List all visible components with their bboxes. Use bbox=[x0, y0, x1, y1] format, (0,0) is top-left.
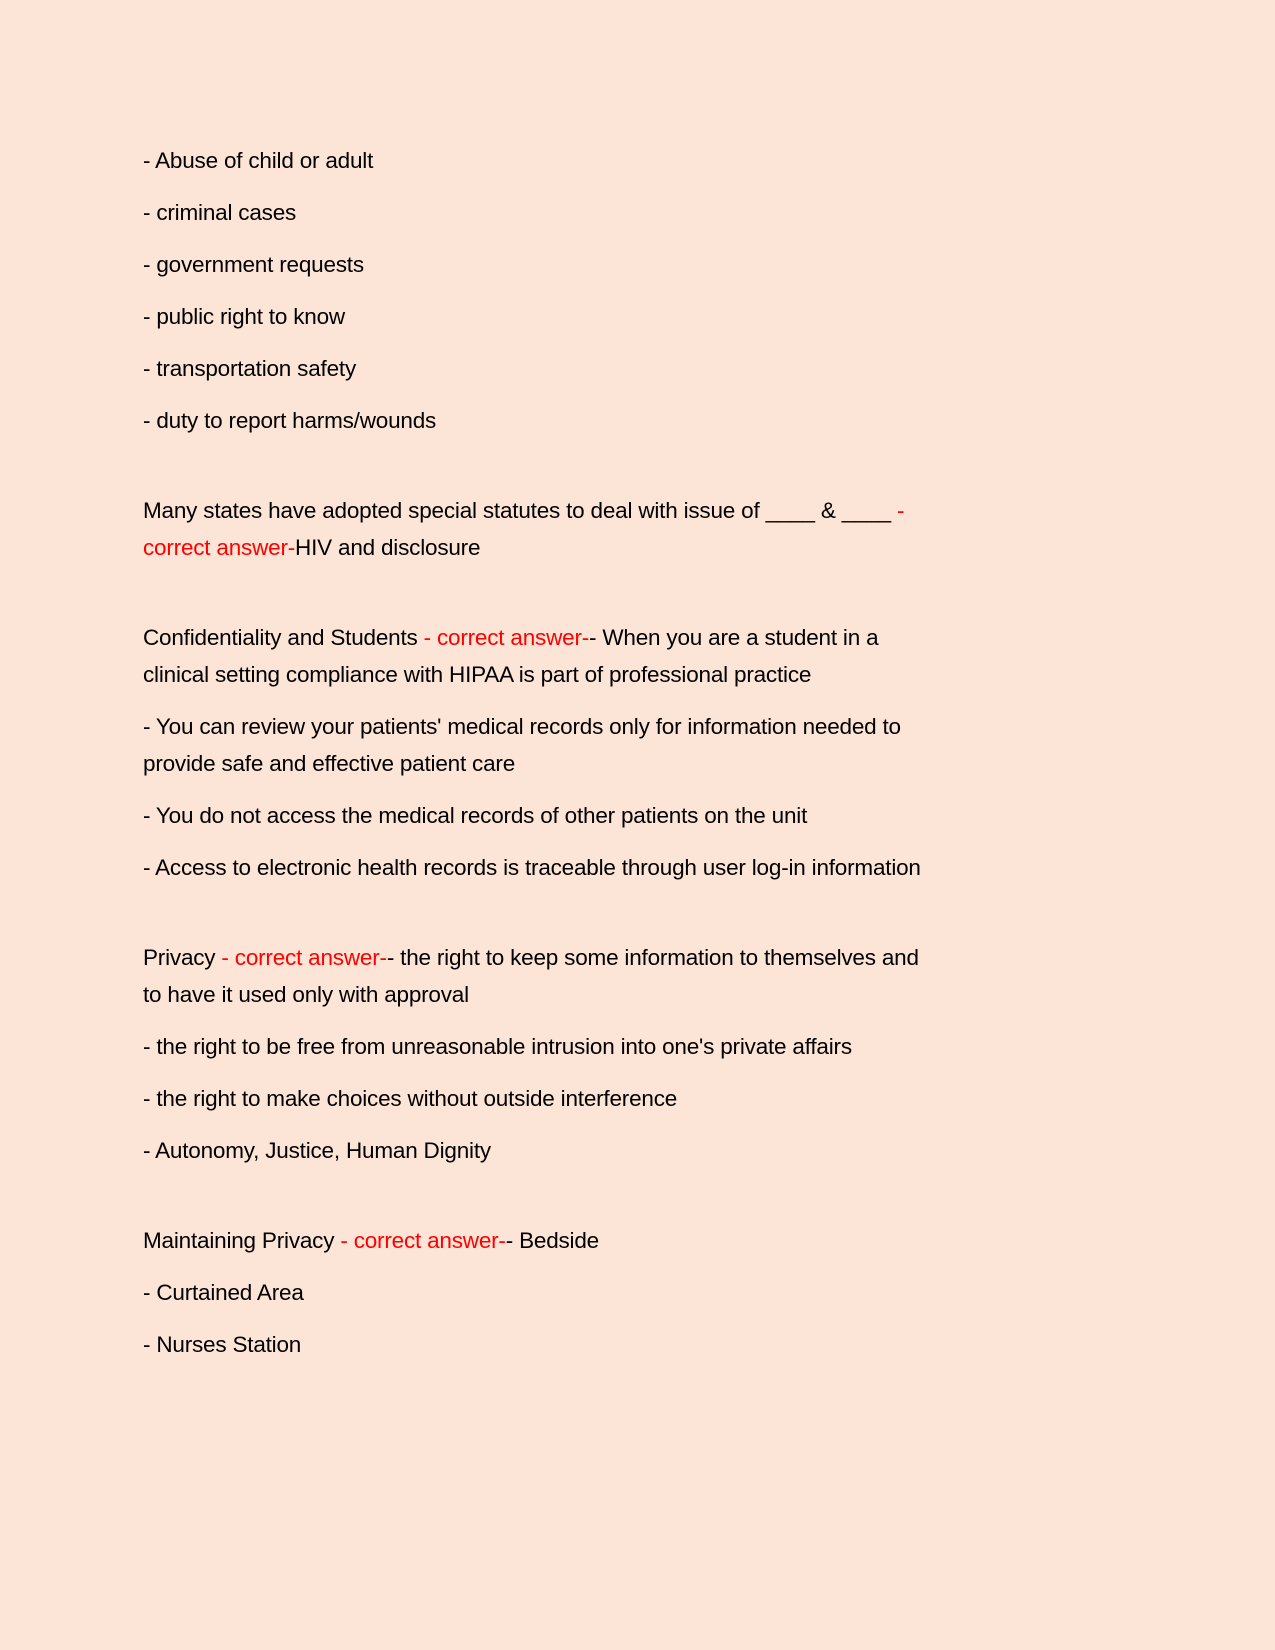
answer-text: - When you are a student in a bbox=[589, 625, 879, 650]
card-paragraph bbox=[143, 1222, 1143, 1259]
answer-text: HIV and disclosure bbox=[295, 535, 481, 560]
answer-label: - correct answer- bbox=[221, 945, 387, 970]
question-text: Many states have adopted special statutes to deal with issue of ____ & ____ bbox=[143, 498, 898, 523]
list-item: - duty to report harms/wounds bbox=[143, 408, 437, 433]
intro-list bbox=[143, 142, 1143, 439]
bullet-item: - Curtained Area bbox=[143, 1280, 304, 1305]
answer-label: - correct answer- bbox=[340, 1228, 506, 1253]
card-paragraph bbox=[143, 492, 1143, 566]
question-text: Privacy bbox=[143, 945, 222, 970]
bullet-item: - the right to be free from unreasonable intrusion into one's private affairs bbox=[143, 1034, 852, 1059]
question-text: Confidentiality and Students bbox=[143, 625, 424, 650]
bullet-text: - You can review your patients' medical records only for information needed to bbox=[143, 714, 901, 739]
answer-text: - Bedside bbox=[505, 1228, 599, 1253]
document-page bbox=[143, 142, 1143, 1378]
list-item: - transportation safety bbox=[143, 356, 357, 381]
list-item: - public right to know bbox=[143, 304, 345, 329]
card-hiv-statutes bbox=[143, 492, 1143, 566]
bullet-item: - Autonomy, Justice, Human Dignity bbox=[143, 1138, 491, 1163]
card-paragraph bbox=[143, 939, 1143, 1013]
card-privacy bbox=[143, 939, 1143, 1169]
answer-text: - the right to keep some information to themselves and bbox=[386, 945, 919, 970]
question-text: Maintaining Privacy bbox=[143, 1228, 341, 1253]
bullet-item: - You do not access the medical records of other patients on the unit bbox=[143, 803, 808, 828]
answer-label: - bbox=[897, 498, 905, 523]
answer-label: - correct answer- bbox=[423, 625, 590, 650]
bullet-text: provide safe and effective patient care bbox=[143, 751, 516, 776]
bullet-item bbox=[143, 708, 1143, 782]
answer-text: to have it used only with approval bbox=[143, 982, 469, 1007]
bullet-item: - Access to electronic health records is traceable through user log-in information bbox=[143, 855, 921, 880]
list-item: - criminal cases bbox=[143, 200, 297, 225]
card-maintaining-privacy bbox=[143, 1222, 1143, 1363]
card-confidentiality-students bbox=[143, 619, 1143, 886]
card-paragraph bbox=[143, 619, 1143, 693]
list-item: - government requests bbox=[143, 252, 364, 277]
answer-text: clinical setting compliance with HIPAA is part of professional practice bbox=[143, 662, 812, 687]
list-item: - Abuse of child or adult bbox=[143, 148, 374, 173]
bullet-item: - the right to make choices without outside interference bbox=[143, 1086, 678, 1111]
answer-label: correct answer- bbox=[143, 535, 296, 560]
bullet-item: - Nurses Station bbox=[143, 1332, 302, 1357]
